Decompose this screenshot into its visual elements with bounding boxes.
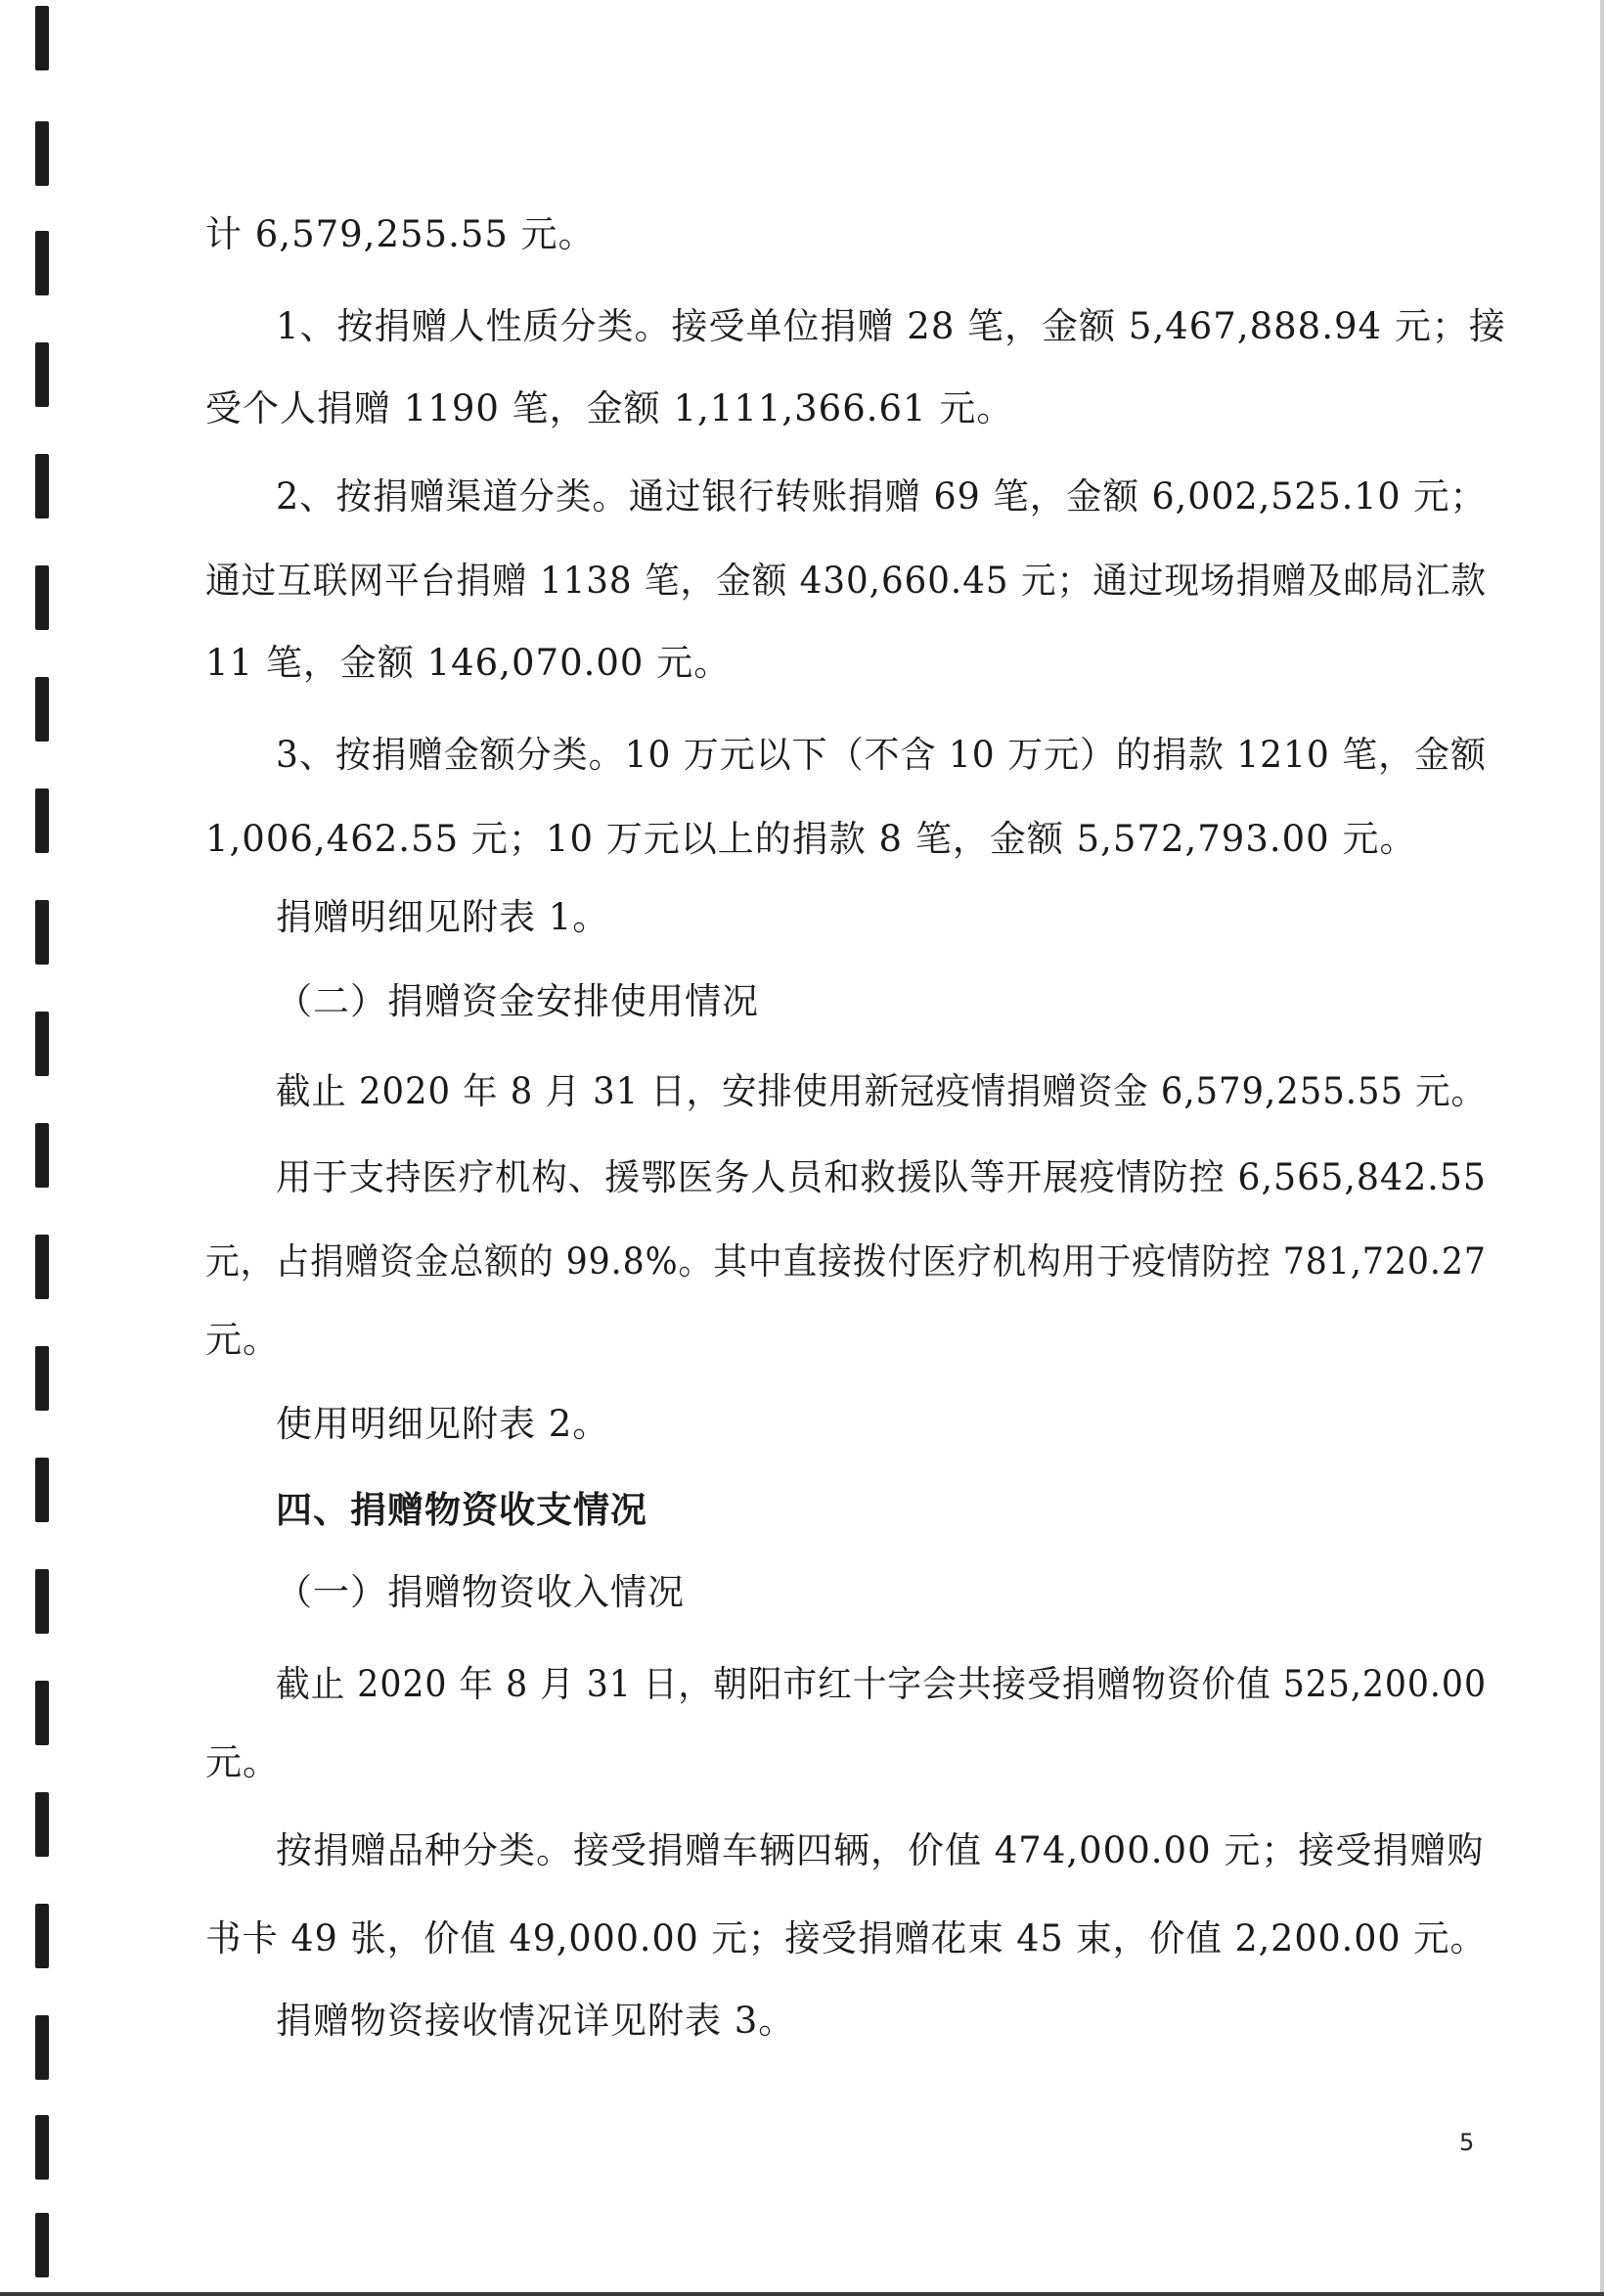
paragraph-line: 2、按捐赠渠道分类。通过银行转账捐赠 69 笔，金额 6,002,525.10 元； [276,475,1487,518]
binding-mark [35,565,49,630]
page-number: 5 [1459,2129,1475,2156]
section-heading: （二）捐赠资金安排使用情况 [276,980,759,1022]
paragraph-line: 书卡 49 张，价值 49,000.00 元；接受捐赠花束 45 束，价值 2,200.00 元。 [205,1917,1487,1959]
paragraph-line: 元。 [205,1741,280,1783]
binding-mark [35,2213,49,2277]
binding-mark [35,342,49,407]
paragraph-line: 使用明细见附表 2。 [276,1403,610,1445]
paragraph-line: 元。 [205,1319,280,1361]
section-heading: 四、捐赠物资收支情况 [276,1489,647,1531]
binding-mark [35,1123,49,1188]
paragraph-line: 捐赠物资接收情况详见附表 3。 [276,2000,796,2042]
paragraph-line: 受个人捐赠 1190 笔，金额 1,111,366.61 元。 [205,387,1014,429]
paragraph-line: 捐赠明细见附表 1。 [276,896,610,938]
binding-mark [35,900,49,965]
paragraph-line: 用于支持医疗机构、援鄂医务人员和救援队等开展疫情防控 6,565,842.55 [276,1156,1487,1198]
binding-mark [35,788,49,853]
binding-mark [35,231,49,295]
page-edge [1600,0,1604,2296]
paragraph-line: 11 笔，金额 146,070.00 元。 [205,642,732,684]
binding-mark [35,1569,49,1634]
paragraph-line: 截止 2020 年 8 月 31 日，朝阳市红十字会共接受捐赠物资价值 525,200.00 [276,1663,1487,1705]
paragraph-line: 计 6,579,255.55 元。 [205,213,596,255]
paragraph-line: 按捐赠品种分类。接受捐赠车辆四辆，价值 474,000.00 元；接受捐赠购 [276,1829,1485,1871]
binding-mark [35,1904,49,1968]
paragraph-line: 元，占捐赠资金总额的 99.8%。其中直接拨付医疗机构用于疫情防控 781,720.27 [205,1240,1487,1283]
binding-mark [35,1458,49,1522]
binding-mark [35,454,49,518]
page-edge [0,2292,1604,2296]
binding-mark [35,2115,49,2180]
paragraph-line: 截止 2020 年 8 月 31 日，安排使用新冠疫情捐赠资金 6,579,255.55 元。 [276,1070,1487,1112]
binding-mark [35,1235,49,1299]
paragraph-line: 1,006,462.55 元；10 万元以上的捐款 8 笔，金额 5,572,793.00 元。 [205,818,1417,860]
binding-mark [35,1681,49,1745]
binding-mark [35,2015,49,2080]
binding-holes [35,0,51,2296]
section-heading: （一）捐赠物资收入情况 [276,1571,685,1613]
binding-mark [35,677,49,742]
paragraph-line: 3、按捐赠金额分类。10 万元以下（不含 10 万元）的捐款 1210 笔，金额 [276,734,1488,776]
binding-mark [35,1792,49,1857]
binding-mark [35,1012,49,1076]
binding-mark [35,121,49,186]
binding-mark [35,6,49,70]
paragraph-line: 1、按捐赠人性质分类。接受单位捐赠 28 笔，金额 5,467,888.94 元；接 [276,305,1506,347]
paragraph-line: 通过互联网平台捐赠 1138 笔，金额 430,660.45 元；通过现场捐赠及邮局汇款 [205,560,1488,602]
binding-mark [35,1346,49,1411]
